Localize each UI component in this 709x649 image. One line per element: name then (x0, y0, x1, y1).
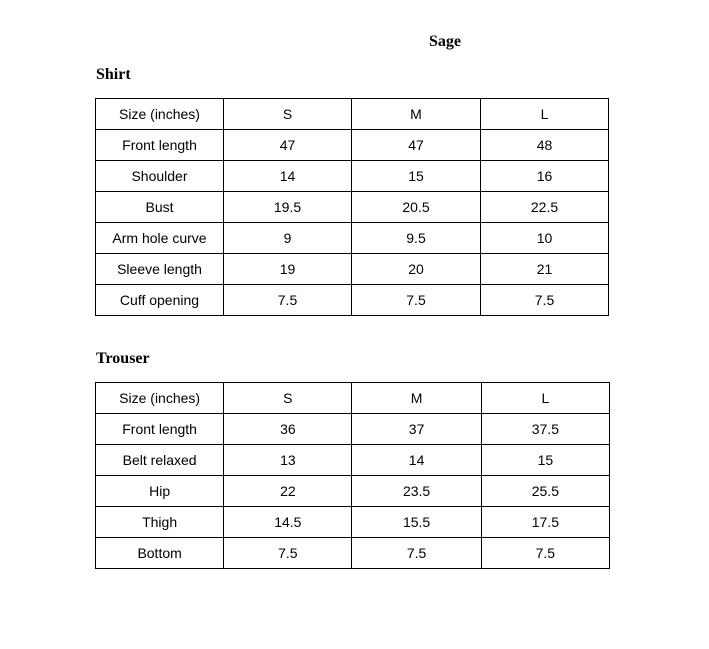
cell-m: 20 (352, 254, 481, 285)
table-row (96, 476, 610, 507)
cell-s: 7.5 (224, 538, 352, 569)
cell-m: 7.5 (352, 538, 481, 569)
cell-s: 13 (224, 445, 352, 476)
header-size-s: S (224, 383, 352, 414)
cell-s: 14 (224, 161, 352, 192)
cell-l: 17.5 (481, 507, 609, 538)
cell-m: 23.5 (352, 476, 481, 507)
header-size-s: S (224, 99, 352, 130)
shirt-heading: Shirt (96, 66, 131, 83)
cell-m: 9.5 (352, 223, 481, 254)
cell-s: 7.5 (224, 285, 352, 316)
cell-l: 37.5 (481, 414, 609, 445)
cell-s: 47 (224, 130, 352, 161)
document-title: Sage (429, 33, 461, 50)
table-header-row (96, 383, 610, 414)
row-label: Shoulder (96, 161, 224, 192)
header-size-l: L (481, 99, 609, 130)
row-label: Thigh (96, 507, 224, 538)
table-header-row (96, 99, 609, 130)
shirt-size-table (95, 98, 609, 316)
table-row (96, 445, 610, 476)
row-label: Sleeve length (96, 254, 224, 285)
row-label: Arm hole curve (96, 223, 224, 254)
trouser-heading: Trouser (96, 350, 150, 367)
cell-m: 37 (352, 414, 481, 445)
cell-s: 14.5 (224, 507, 352, 538)
cell-m: 47 (352, 130, 481, 161)
trouser-size-table (95, 382, 610, 569)
cell-l: 48 (481, 130, 609, 161)
cell-m: 15.5 (352, 507, 481, 538)
cell-s: 9 (224, 223, 352, 254)
row-label: Hip (96, 476, 224, 507)
cell-l: 7.5 (481, 285, 609, 316)
header-size-m: M (352, 99, 481, 130)
row-label: Bust (96, 192, 224, 223)
cell-s: 22 (224, 476, 352, 507)
cell-m: 7.5 (352, 285, 481, 316)
row-label: Cuff opening (96, 285, 224, 316)
row-label: Front length (96, 414, 224, 445)
row-label: Bottom (96, 538, 224, 569)
cell-l: 25.5 (481, 476, 609, 507)
cell-l: 21 (481, 254, 609, 285)
header-size-label: Size (inches) (96, 99, 224, 130)
table-row (96, 161, 609, 192)
cell-m: 14 (352, 445, 481, 476)
table-row (96, 538, 610, 569)
table-row (96, 414, 610, 445)
cell-s: 19.5 (224, 192, 352, 223)
table-row (96, 507, 610, 538)
cell-m: 20.5 (352, 192, 481, 223)
cell-s: 36 (224, 414, 352, 445)
cell-l: 10 (481, 223, 609, 254)
table-row (96, 223, 609, 254)
table-row (96, 254, 609, 285)
table-row (96, 285, 609, 316)
cell-l: 15 (481, 445, 609, 476)
cell-l: 22.5 (481, 192, 609, 223)
row-label: Front length (96, 130, 224, 161)
header-size-label: Size (inches) (96, 383, 224, 414)
row-label: Belt relaxed (96, 445, 224, 476)
cell-s: 19 (224, 254, 352, 285)
header-size-m: M (352, 383, 481, 414)
cell-l: 7.5 (481, 538, 609, 569)
table-row (96, 130, 609, 161)
cell-m: 15 (352, 161, 481, 192)
table-row (96, 192, 609, 223)
cell-l: 16 (481, 161, 609, 192)
header-size-l: L (481, 383, 609, 414)
